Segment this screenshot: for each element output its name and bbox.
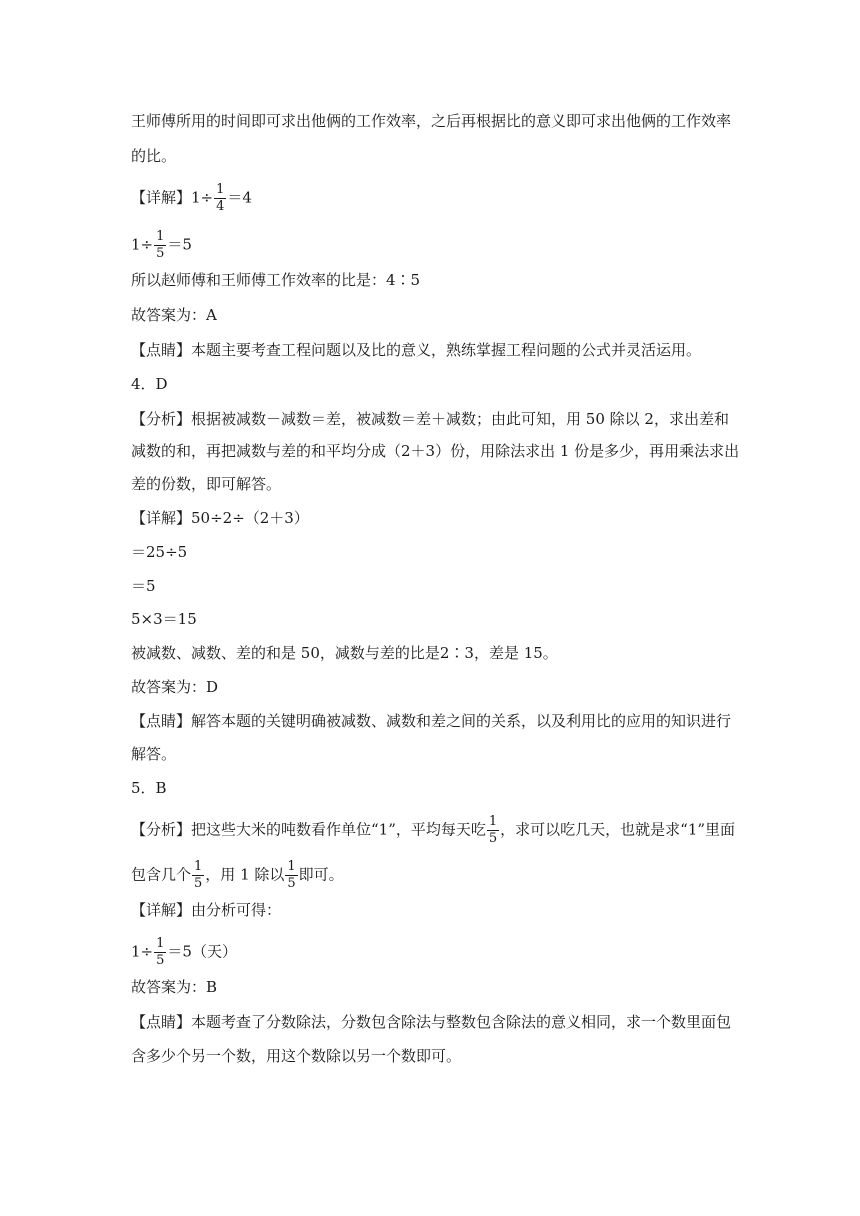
comment-line: 【点睛】本题考查了分数除法，分数包含除法与整数包含除法的意义相同，求一个数里面包 xyxy=(131,1013,732,1031)
detail-line: 【详解】50÷2÷（2＋3） xyxy=(131,509,309,527)
text-line: 所以赵师傅和王师傅工作效率的比是：4∶5 xyxy=(131,271,421,289)
equation-line: 1÷ $\frac{1}{5}$ ＝5 xyxy=(131,229,192,261)
detail-equation: 【详解】1÷ $\frac{1}{4}$ ＝4 xyxy=(131,182,252,214)
text-line: 含多少个另一个数，用这个数除以另一个数即可。 xyxy=(131,1047,462,1065)
fraction: $\frac{1}{4}$ xyxy=(216,182,225,214)
answer-line: 故答案为：A xyxy=(131,306,217,324)
text-line: 减数的和，再把减数与差的和平均分成（2＋3）份，用除法求出 1 份是多少，再用乘法求出 xyxy=(131,442,740,460)
comment-line: 【点睛】解答本题的关键明确被减数、减数和差之间的关系，以及利用比的应用的知识进行 xyxy=(131,712,732,730)
answer-line: 故答案为：B xyxy=(131,978,218,996)
equation-line: 1÷ $\frac{1}{5}$ ＝5（天） xyxy=(131,936,237,968)
text-line: 的比。 xyxy=(131,147,177,165)
equation-line: ＝25÷5 xyxy=(131,543,188,561)
comment-line: 【点睛】本题主要考查工程问题以及比的意义，熟练掌握工程问题的公式并灵活运用。 xyxy=(131,341,702,359)
analysis-line: 【分析】根据被减数－减数＝差，被减数＝差＋减数；由此可知，用 50 除以 2，求出差和 xyxy=(131,410,729,428)
fraction: $\frac{1}{5}$ xyxy=(156,229,165,261)
analysis-line: 【分析】把这些大米的吨数看作单位“1”，平均每天吃 $\frac{1}{5}$ ，求可以吃几天，也就是求“1”里面 xyxy=(131,814,736,846)
fraction: $\frac{1}{5}$ xyxy=(194,859,203,891)
equation-line: 5×3＝15 xyxy=(131,610,197,628)
text-line: 解答。 xyxy=(131,745,177,763)
equation-line: ＝5 xyxy=(131,577,156,595)
answer-line: 故答案为：D xyxy=(131,678,219,696)
text-line: 被减数、减数、差的和是 50，减数与差的比是2∶3，差是 15。 xyxy=(131,644,558,662)
text-line: 差的份数，即可解答。 xyxy=(131,475,282,493)
detail-line: 【详解】由分析可得： xyxy=(131,901,282,919)
fraction: $\frac{1}{5}$ xyxy=(488,814,498,846)
text-line: 包含几个 $\frac{1}{5}$ ，用 1 除以 $\frac{1}{5}$ 即可。 xyxy=(131,859,344,891)
fraction: $\frac{1}{5}$ xyxy=(156,936,165,968)
fraction: $\frac{1}{5}$ xyxy=(287,859,296,891)
question-number: 5．B xyxy=(131,779,167,797)
question-number: 4．D xyxy=(131,375,168,393)
text-line: 王师傅所用的时间即可求出他俩的工作效率，之后再根据比的意义即可求出他俩的工作效率 xyxy=(131,112,732,130)
